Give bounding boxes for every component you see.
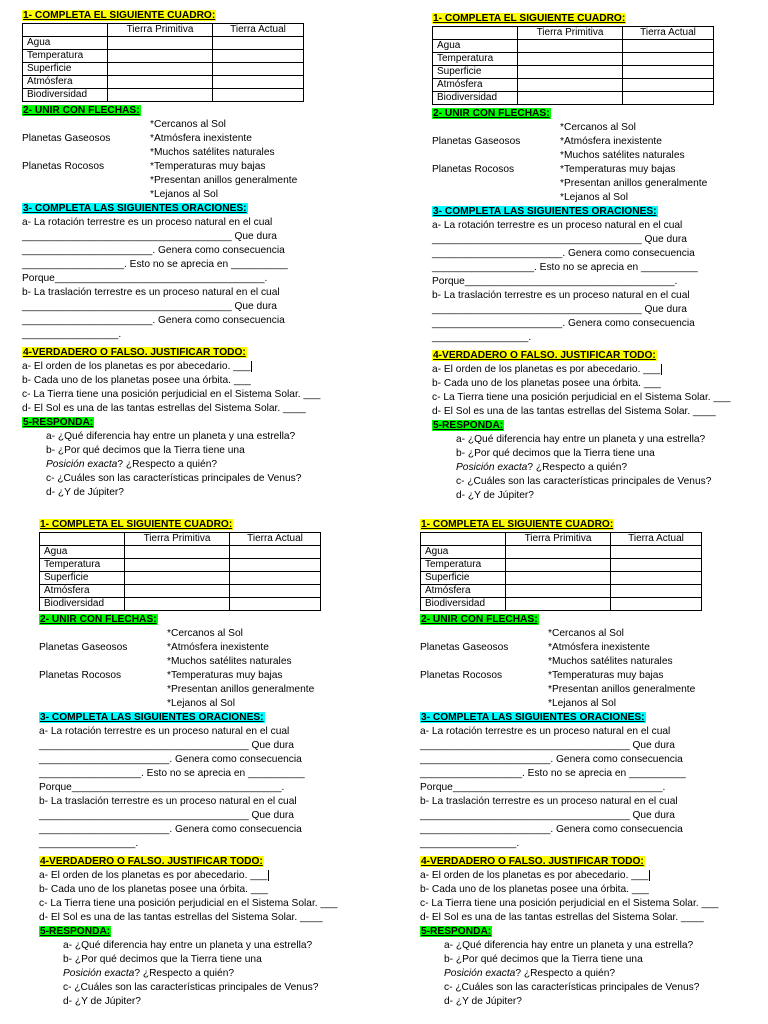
section-4-title: 4-VERDADERO O FALSO. JUSTIFICAR TODO: (40, 856, 263, 867)
match-option: *Muchos satélites naturales (150, 147, 275, 158)
table-row (421, 546, 702, 559)
table-row (433, 40, 714, 53)
row-label: Temperatura (40, 559, 125, 572)
answer-cell[interactable] (518, 53, 623, 66)
question-item: a- ¿Qué diferencia hay entre un planeta y una estrella? (63, 940, 313, 951)
true-false-item: d- El Sol es una de las tantas estrellas del Sistema Solar. ____ (22, 403, 306, 414)
sentence-line: __________________. Esto no se aprecia en __________ (420, 768, 686, 779)
answer-cell[interactable] (230, 546, 321, 559)
column-header-tierra-primitiva: Tierra Primitiva (518, 27, 623, 40)
true-false-item: d- El Sol es una de las tantas estrellas del Sistema Solar. ____ (432, 406, 716, 417)
section-5 (432, 419, 504, 433)
answer-cell[interactable] (506, 572, 611, 585)
answer-cell[interactable] (125, 598, 230, 611)
match-option: *Cercanos al Sol (150, 119, 226, 130)
match-option: *Lejanos al Sol (150, 189, 218, 200)
table-row (23, 76, 304, 89)
match-option: *Presentan anillos generalmente (560, 178, 708, 189)
sentence-line: _____________________________________ Que dura (432, 234, 687, 245)
comparison-table (420, 532, 702, 611)
answer-cell[interactable] (611, 546, 702, 559)
row-label: Atmósfera (23, 76, 108, 89)
section-4-title: 4-VERDADERO O FALSO. JUSTIFICAR TODO: (421, 856, 644, 867)
sentence-line: __________________. Esto no se aprecia en __________ (39, 768, 305, 779)
table-header-row (433, 27, 714, 40)
question-continuation (46, 458, 217, 472)
answer-cell[interactable] (230, 598, 321, 611)
question-rest-text: ? ¿Respecto a quién? (117, 459, 218, 470)
comparison-table (22, 23, 304, 102)
match-option: *Muchos satélites naturales (560, 150, 685, 161)
sentence-line: _____________________________________ Que dura (432, 304, 687, 315)
question-item: c- ¿Cuáles son las características principales de Venus? (63, 982, 319, 993)
true-false-item: b- Cada uno de los planetas posee una órbita. ___ (432, 378, 661, 389)
column-header-tierra-actual: Tierra Actual (213, 24, 304, 37)
sentence-line: _____________________________________ Que dura (420, 740, 675, 751)
match-option: *Cercanos al Sol (167, 628, 243, 639)
question-continuation (456, 461, 627, 475)
sentence-line: _________________. (22, 329, 122, 340)
true-false-item: d- El Sol es una de las tantas estrellas del Sistema Solar. ____ (39, 912, 323, 923)
section-4 (39, 855, 264, 869)
sentence-line: a- La rotación terrestre es un proceso natural en el cual (432, 220, 683, 231)
answer-cell[interactable] (108, 89, 213, 102)
question-item: d- ¿Y de Júpiter? (456, 490, 534, 501)
sentence-line: a- La rotación terrestre es un proceso natural en el cual (420, 726, 671, 737)
match-option: *Presentan anillos generalmente (167, 684, 315, 695)
question-item: a- ¿Qué diferencia hay entre un planeta y una estrella? (444, 940, 694, 951)
table-row (23, 89, 304, 102)
answer-cell[interactable] (518, 79, 623, 92)
answer-cell[interactable] (518, 92, 623, 105)
answer-cell[interactable] (213, 50, 304, 63)
table-row (23, 50, 304, 63)
match-option: *Atmósfera inexistente (150, 133, 252, 144)
table-row (40, 598, 321, 611)
question-item: d- ¿Y de Júpiter? (46, 487, 124, 498)
sentence-line: _________________. (432, 332, 532, 343)
answer-cell[interactable] (108, 50, 213, 63)
column-header-tierra-actual: Tierra Actual (623, 27, 714, 40)
true-false-item (432, 363, 662, 377)
sentence-line: _________________. (420, 838, 520, 849)
row-label: Agua (23, 37, 108, 50)
table-row (433, 79, 714, 92)
sentence-line: b- La traslación terrestre es un proceso natural en el cual (39, 796, 297, 807)
match-option: *Temperaturas muy bajas (167, 670, 283, 681)
section-3 (39, 711, 265, 725)
true-false-item: b- Cada uno de los planetas posee una órbita. ___ (420, 884, 649, 895)
table-row (40, 546, 321, 559)
section-3 (22, 202, 248, 216)
match-left-rocosos: Planetas Rocosos (420, 670, 503, 681)
table-row (421, 585, 702, 598)
section-1-title: 1- COMPLETA EL SIGUIENTE CUADRO: (23, 10, 216, 21)
sentence-line: _____________________________________ Que dura (22, 301, 277, 312)
table-corner-cell (433, 27, 518, 40)
match-option: *Muchos satélites naturales (167, 656, 292, 667)
section-1-title: 1- COMPLETA EL SIGUIENTE CUADRO: (433, 13, 626, 24)
question-continuation (444, 967, 615, 981)
table-row (433, 53, 714, 66)
question-rest-text: ? ¿Respecto a quién? (134, 968, 235, 979)
answer-cell[interactable] (611, 572, 702, 585)
match-option: *Presentan anillos generalmente (150, 175, 298, 186)
row-label: Atmósfera (40, 585, 125, 598)
section-5-title: 5-RESPONDA: (433, 420, 504, 431)
sentence-line: Porque_____________________________________. (420, 782, 666, 793)
sentence-line: _______________________. Genera como consecuencia (432, 248, 695, 259)
sentence-line: Porque_____________________________________. (22, 273, 268, 284)
comparison-table (39, 532, 321, 611)
row-label: Agua (433, 40, 518, 53)
answer-cell[interactable] (611, 598, 702, 611)
answer-cell[interactable] (623, 40, 714, 53)
row-label: Temperatura (433, 53, 518, 66)
section-2-title: 2- UNIR CON FLECHAS: (40, 614, 157, 625)
section-3-title: 3- COMPLETA LAS SIGUIENTES ORACIONES: (433, 206, 657, 217)
sentence-line: _______________________. Genera como consecuencia (420, 824, 683, 835)
row-label: Atmósfera (433, 79, 518, 92)
match-option: *Atmósfera inexistente (167, 642, 269, 653)
sentence-line: b- La traslación terrestre es un proceso natural en el cual (420, 796, 678, 807)
section-2 (22, 104, 141, 118)
sentence-line: _______________________. Genera como consecuencia (420, 754, 683, 765)
match-option: *Temperaturas muy bajas (548, 670, 664, 681)
table-corner-cell (23, 24, 108, 37)
question-italic-text: Posición exacta (444, 968, 516, 979)
section-5-title: 5-RESPONDA: (23, 417, 94, 428)
row-label: Agua (421, 546, 506, 559)
match-option: *Temperaturas muy bajas (560, 164, 676, 175)
answer-cell[interactable] (230, 572, 321, 585)
true-false-item: b- Cada uno de los planetas posee una órbita. ___ (39, 884, 268, 895)
answer-cell[interactable] (108, 37, 213, 50)
question-item: a- ¿Qué diferencia hay entre un planeta y una estrella? (456, 434, 706, 445)
sentence-line: _______________________. Genera como consecuencia (39, 824, 302, 835)
section-4 (22, 346, 247, 360)
section-5-title: 5-RESPONDA: (40, 926, 111, 937)
sentence-line: _______________________. Genera como consecuencia (432, 318, 695, 329)
answer-cell[interactable] (125, 546, 230, 559)
table-corner-cell (421, 533, 506, 546)
section-2-title: 2- UNIR CON FLECHAS: (23, 105, 140, 116)
true-false-text: a- El orden de los planetas es por abecedario. ___ (22, 361, 251, 372)
true-false-item: c- La Tierra tiene una posición perjudicial en el Sistema Solar. ___ (22, 389, 321, 400)
section-2 (39, 613, 158, 627)
question-item: d- ¿Y de Júpiter? (63, 996, 141, 1007)
match-option: *Cercanos al Sol (560, 122, 636, 133)
section-1 (420, 518, 614, 532)
match-left-rocosos: Planetas Rocosos (22, 161, 105, 172)
answer-cell[interactable] (518, 40, 623, 53)
sentence-line: _________________. (39, 838, 139, 849)
sentence-line: a- La rotación terrestre es un proceso natural en el cual (39, 726, 290, 737)
table-row (40, 559, 321, 572)
section-4 (432, 349, 657, 363)
table-row (40, 572, 321, 585)
answer-cell[interactable] (108, 76, 213, 89)
worksheet-copy (39, 518, 384, 1016)
answer-cell[interactable] (125, 559, 230, 572)
table-row (433, 92, 714, 105)
true-false-item: c- La Tierra tiene una posición perjudicial en el Sistema Solar. ___ (39, 898, 338, 909)
answer-cell[interactable] (506, 598, 611, 611)
worksheet-copy (22, 9, 367, 507)
column-header-tierra-actual: Tierra Actual (611, 533, 702, 546)
section-5 (420, 925, 492, 939)
match-option: *Muchos satélites naturales (548, 656, 673, 667)
answer-cell[interactable] (518, 66, 623, 79)
section-3 (432, 205, 658, 219)
question-rest-text: ? ¿Respecto a quién? (515, 968, 616, 979)
section-5-title: 5-RESPONDA: (421, 926, 492, 937)
sentence-line: _______________________. Genera como consecuencia (22, 315, 285, 326)
true-false-item (22, 360, 252, 374)
section-4-title: 4-VERDADERO O FALSO. JUSTIFICAR TODO: (433, 350, 656, 361)
question-item: b- ¿Por qué decimos que la Tierra tiene una (444, 954, 643, 965)
text-cursor (268, 870, 269, 881)
table-row (23, 63, 304, 76)
table-corner-cell (40, 533, 125, 546)
section-2-title: 2- UNIR CON FLECHAS: (421, 614, 538, 625)
match-left-gaseosos: Planetas Gaseosos (420, 642, 509, 653)
section-2-title: 2- UNIR CON FLECHAS: (433, 108, 550, 119)
answer-cell[interactable] (623, 79, 714, 92)
section-1 (22, 9, 216, 23)
sentence-line: b- La traslación terrestre es un proceso natural en el cual (22, 287, 280, 298)
section-1-title: 1- COMPLETA EL SIGUIENTE CUADRO: (421, 519, 614, 530)
section-3-title: 3- COMPLETA LAS SIGUIENTES ORACIONES: (23, 203, 247, 214)
match-left-gaseosos: Planetas Gaseosos (432, 136, 521, 147)
table-row (421, 572, 702, 585)
sentence-line: a- La rotación terrestre es un proceso natural en el cual (22, 217, 273, 228)
match-option: *Cercanos al Sol (548, 628, 624, 639)
table-row (421, 598, 702, 611)
row-label: Superficie (421, 572, 506, 585)
section-5 (39, 925, 111, 939)
table-header-row (40, 533, 321, 546)
column-header-tierra-primitiva: Tierra Primitiva (125, 533, 230, 546)
answer-cell[interactable] (506, 585, 611, 598)
section-4 (420, 855, 645, 869)
sentence-line: __________________. Esto no se aprecia en __________ (22, 259, 288, 270)
row-label: Superficie (23, 63, 108, 76)
row-label: Agua (40, 546, 125, 559)
answer-cell[interactable] (506, 559, 611, 572)
section-3 (420, 711, 646, 725)
table-header-row (421, 533, 702, 546)
question-item: a- ¿Qué diferencia hay entre un planeta y una estrella? (46, 431, 296, 442)
question-item: c- ¿Cuáles son las características principales de Venus? (456, 476, 712, 487)
match-left-gaseosos: Planetas Gaseosos (22, 133, 111, 144)
match-left-rocosos: Planetas Rocosos (39, 670, 122, 681)
question-continuation (63, 967, 234, 981)
sentence-line: _____________________________________ Que dura (22, 231, 277, 242)
question-item: c- ¿Cuáles son las características principales de Venus? (46, 473, 302, 484)
row-label: Superficie (433, 66, 518, 79)
section-1 (39, 518, 233, 532)
question-item: b- ¿Por qué decimos que la Tierra tiene una (63, 954, 262, 965)
question-item: b- ¿Por qué decimos que la Tierra tiene una (46, 445, 245, 456)
question-italic-text: Posición exacta (63, 968, 135, 979)
sentence-line: _____________________________________ Que dura (39, 810, 294, 821)
true-false-text: a- El orden de los planetas es por abecedario. ___ (420, 870, 649, 881)
true-false-item: c- La Tierra tiene una posición perjudicial en el Sistema Solar. ___ (420, 898, 719, 909)
true-false-item: c- La Tierra tiene una posición perjudicial en el Sistema Solar. ___ (432, 392, 731, 403)
answer-cell[interactable] (611, 585, 702, 598)
section-1-title: 1- COMPLETA EL SIGUIENTE CUADRO: (40, 519, 233, 530)
section-2 (432, 107, 551, 121)
table-row (421, 559, 702, 572)
column-header-tierra-primitiva: Tierra Primitiva (506, 533, 611, 546)
row-label: Biodiversidad (23, 89, 108, 102)
answer-cell[interactable] (623, 92, 714, 105)
worksheet-copy (420, 518, 765, 1016)
true-false-text: a- El orden de los planetas es por abecedario. ___ (432, 364, 661, 375)
sentence-line: _____________________________________ Que dura (39, 740, 294, 751)
sentence-line: _____________________________________ Que dura (420, 810, 675, 821)
match-option: *Lejanos al Sol (560, 192, 628, 203)
sentence-line: __________________. Esto no se aprecia en __________ (432, 262, 698, 273)
section-4-title: 4-VERDADERO O FALSO. JUSTIFICAR TODO: (23, 347, 246, 358)
sentence-line: Porque_____________________________________. (39, 782, 285, 793)
table-row (433, 66, 714, 79)
answer-cell[interactable] (125, 572, 230, 585)
sentence-line: _______________________. Genera como consecuencia (39, 754, 302, 765)
answer-cell[interactable] (623, 66, 714, 79)
text-cursor (649, 870, 650, 881)
answer-cell[interactable] (506, 546, 611, 559)
row-label: Temperatura (23, 50, 108, 63)
answer-cell[interactable] (230, 585, 321, 598)
question-rest-text: ? ¿Respecto a quién? (527, 462, 628, 473)
question-item: b- ¿Por qué decimos que la Tierra tiene una (456, 448, 655, 459)
row-label: Temperatura (421, 559, 506, 572)
answer-cell[interactable] (213, 37, 304, 50)
match-left-rocosos: Planetas Rocosos (432, 164, 515, 175)
section-2 (420, 613, 539, 627)
answer-cell[interactable] (213, 76, 304, 89)
table-row (23, 37, 304, 50)
section-3-title: 3- COMPLETA LAS SIGUIENTES ORACIONES: (421, 712, 645, 723)
row-label: Biodiversidad (433, 92, 518, 105)
column-header-tierra-primitiva: Tierra Primitiva (108, 24, 213, 37)
true-false-item: b- Cada uno de los planetas posee una órbita. ___ (22, 375, 251, 386)
answer-cell[interactable] (230, 559, 321, 572)
table-row (40, 585, 321, 598)
sentence-line: b- La traslación terrestre es un proceso natural en el cual (432, 290, 690, 301)
row-label: Superficie (40, 572, 125, 585)
row-label: Biodiversidad (421, 598, 506, 611)
match-option: *Lejanos al Sol (167, 698, 235, 709)
worksheet-copy (432, 12, 768, 510)
text-cursor (251, 361, 252, 372)
answer-cell[interactable] (108, 63, 213, 76)
match-option: *Atmósfera inexistente (560, 136, 662, 147)
section-3-title: 3- COMPLETA LAS SIGUIENTES ORACIONES: (40, 712, 264, 723)
section-5 (22, 416, 94, 430)
answer-cell[interactable] (623, 53, 714, 66)
table-header-row (23, 24, 304, 37)
comparison-table (432, 26, 714, 105)
question-item: c- ¿Cuáles son las características principales de Venus? (444, 982, 700, 993)
text-cursor (661, 364, 662, 375)
answer-cell[interactable] (213, 63, 304, 76)
column-header-tierra-actual: Tierra Actual (230, 533, 321, 546)
answer-cell[interactable] (125, 585, 230, 598)
answer-cell[interactable] (611, 559, 702, 572)
match-option: *Lejanos al Sol (548, 698, 616, 709)
row-label: Biodiversidad (40, 598, 125, 611)
question-italic-text: Posición exacta (456, 462, 528, 473)
true-false-text: a- El orden de los planetas es por abecedario. ___ (39, 870, 268, 881)
answer-cell[interactable] (213, 89, 304, 102)
question-item: d- ¿Y de Júpiter? (444, 996, 522, 1007)
match-option: *Presentan anillos generalmente (548, 684, 696, 695)
true-false-item (420, 869, 650, 883)
match-option: *Temperaturas muy bajas (150, 161, 266, 172)
row-label: Atmósfera (421, 585, 506, 598)
sentence-line: _______________________. Genera como consecuencia (22, 245, 285, 256)
match-option: *Atmósfera inexistente (548, 642, 650, 653)
question-italic-text: Posición exacta (46, 459, 118, 470)
true-false-item (39, 869, 269, 883)
sentence-line: Porque_____________________________________. (432, 276, 678, 287)
true-false-item: d- El Sol es una de las tantas estrellas del Sistema Solar. ____ (420, 912, 704, 923)
match-left-gaseosos: Planetas Gaseosos (39, 642, 128, 653)
section-1 (432, 12, 626, 26)
